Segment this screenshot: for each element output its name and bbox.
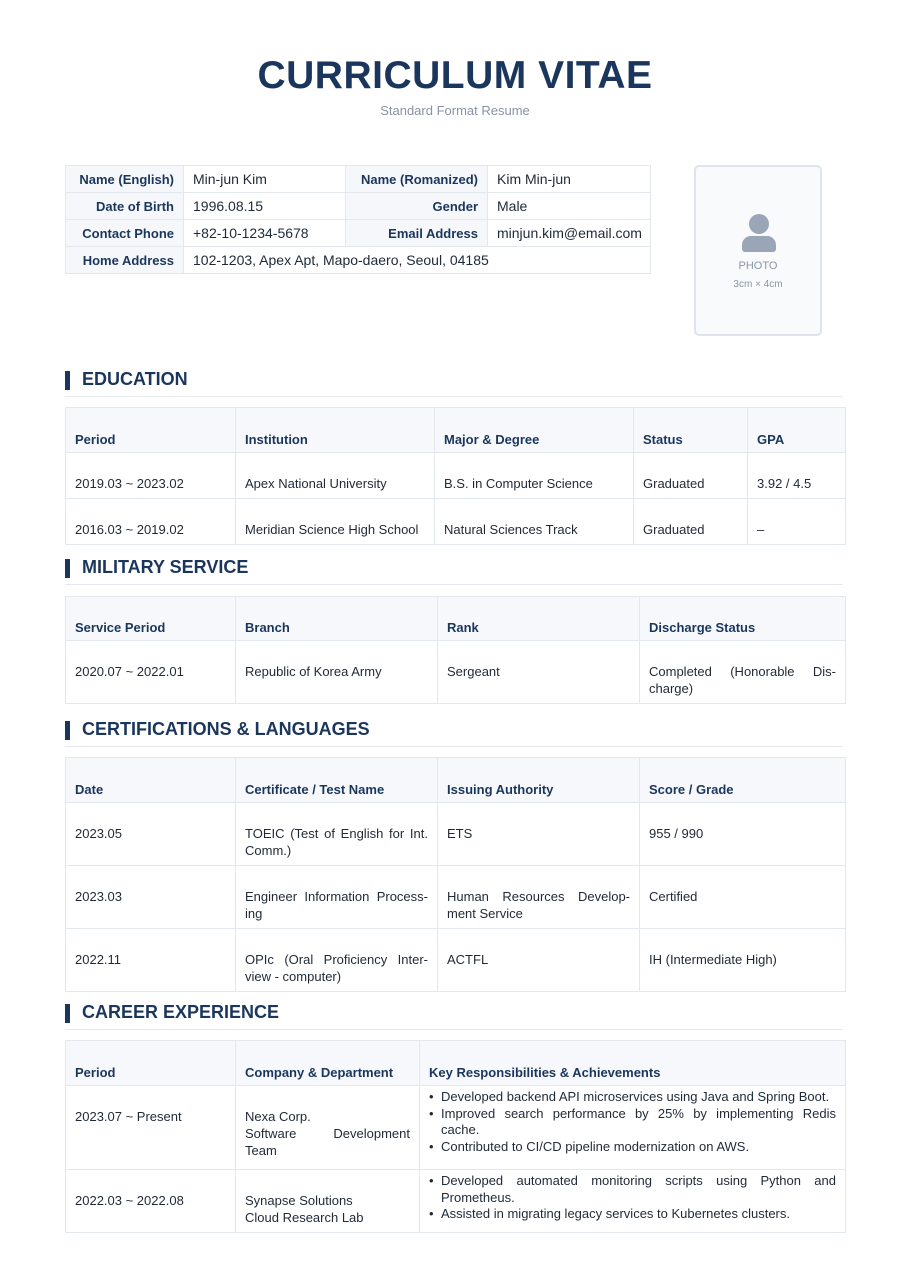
table-cell: Sergeant — [438, 641, 640, 704]
table-cell: ETS — [438, 803, 640, 866]
table-header: Period — [66, 408, 236, 453]
list-item: • Developed automated monitoring scripts using Python and Prometheus. — [441, 1173, 836, 1206]
name-english-value: Min-jun Kim — [184, 166, 346, 193]
name-english-label: Name (English) — [66, 166, 184, 193]
photo-label: PHOTO — [738, 260, 778, 272]
company-cell — [236, 1086, 420, 1170]
name-romanized-value: Kim Min-jun — [488, 166, 651, 193]
table-cell: ACTFL — [438, 929, 640, 992]
table-cell: B.S. in Computer Science — [435, 453, 634, 499]
table-cell: OPIc (Oral Proficiency Inter-view - computer) — [236, 929, 438, 992]
military-heading — [65, 556, 843, 585]
education-table — [65, 407, 846, 545]
email-label: Email Address — [346, 220, 488, 247]
responsibilities-cell — [420, 1086, 846, 1170]
table-cell: Republic of Korea Army — [236, 641, 438, 704]
gender-label: Gender — [346, 193, 488, 220]
phone-value: +82-10-1234-5678 — [184, 220, 346, 247]
certifications-table — [65, 757, 846, 992]
table-cell: Meridian Science High School — [236, 499, 435, 545]
name-romanized-label: Name (Romanized) — [346, 166, 488, 193]
table-cell: 2016.03 ~ 2019.02 — [66, 499, 236, 545]
table-header: Company & Department — [236, 1041, 420, 1086]
company-name: Synapse Solutions — [245, 1193, 353, 1208]
page-subtitle: Standard Format Resume — [380, 103, 530, 118]
list-item: • Contributed to CI/CD pipeline modernization on AWS. — [441, 1139, 836, 1156]
table-header: GPA — [748, 408, 846, 453]
table-header: Rank — [438, 597, 640, 641]
phone-label: Contact Phone — [66, 220, 184, 247]
table-header: Issuing Authority — [438, 758, 640, 803]
military-table — [65, 596, 846, 704]
table-header: Institution — [236, 408, 435, 453]
table-cell: IH (Intermediate High) — [640, 929, 846, 992]
military-heading-text: MILITARY SERVICE — [82, 557, 249, 577]
page-title: CURRICULUM VITAE — [257, 54, 653, 97]
department-name: Cloud Research Lab — [245, 1210, 364, 1225]
table-cell: Natural Sciences Track — [435, 499, 634, 545]
table-cell: Certified — [640, 866, 846, 929]
table-cell: – — [748, 499, 846, 545]
career-heading — [65, 1001, 843, 1030]
table-cell: 2019.03 ~ 2023.02 — [66, 453, 236, 499]
table-row — [66, 453, 846, 499]
table-cell: Human Resources Develop-ment Service — [438, 866, 640, 929]
table-cell: Graduated — [634, 453, 748, 499]
table-cell: Completed (Honorable Dis-charge) — [640, 641, 846, 704]
table-header: Score / Grade — [640, 758, 846, 803]
table-row — [66, 803, 846, 866]
table-cell: 2023.07 ~ Present — [66, 1086, 236, 1170]
table-row — [66, 1170, 846, 1233]
table-header: Branch — [236, 597, 438, 641]
company-name: Nexa Corp. — [245, 1109, 311, 1124]
gender-value: Male — [488, 193, 651, 220]
table-cell: Apex National University — [236, 453, 435, 499]
table-header: Date — [66, 758, 236, 803]
address-label: Home Address — [66, 247, 184, 274]
table-cell: Graduated — [634, 499, 748, 545]
address-value: 102-1203, Apex Apt, Mapo-daero, Seoul, 04185 — [184, 247, 651, 274]
table-cell: 3.92 / 4.5 — [748, 453, 846, 499]
table-header: Major & Degree — [435, 408, 634, 453]
table-header: Status — [634, 408, 748, 453]
table-header: Discharge Status — [640, 597, 846, 641]
table-cell: 2023.03 — [66, 866, 236, 929]
table-row — [66, 866, 846, 929]
list-item: • Improved search performance by 25% by implementing Redis cache. — [441, 1106, 836, 1139]
table-cell: 2023.05 — [66, 803, 236, 866]
table-header: Service Period — [66, 597, 236, 641]
table-header: Period — [66, 1041, 236, 1086]
career-heading-text: CAREER EXPERIENCE — [82, 1002, 280, 1022]
list-item: • Assisted in migrating legacy services to Kubernetes clusters. — [441, 1206, 836, 1223]
education-heading-text: EDUCATION — [82, 369, 188, 389]
table-row — [66, 499, 846, 545]
certifications-heading-text: CERTIFICATIONS & LANGUAGES — [82, 719, 370, 739]
email-value: minjun.kim@email.com — [488, 220, 651, 247]
photo-size: 3cm × 4cm — [733, 279, 783, 290]
responsibilities-cell — [420, 1170, 846, 1233]
dob-value: 1996.08.15 — [184, 193, 346, 220]
dob-label: Date of Birth — [66, 193, 184, 220]
career-table — [65, 1040, 846, 1233]
table-header: Certificate / Test Name — [236, 758, 438, 803]
education-heading — [65, 368, 843, 397]
table-cell: 2020.07 ~ 2022.01 — [66, 641, 236, 704]
table-header: Key Responsibilities & Achievements — [420, 1041, 846, 1086]
personal-info-table — [65, 165, 651, 274]
photo-placeholder — [694, 165, 822, 336]
table-row — [66, 1086, 846, 1170]
company-cell — [236, 1170, 420, 1233]
table-cell: 2022.11 — [66, 929, 236, 992]
table-cell: 2022.03 ~ 2022.08 — [66, 1170, 236, 1233]
department-name: Software Development Team — [245, 1126, 410, 1158]
table-row — [66, 641, 846, 704]
table-cell: Engineer Information Process-ing — [236, 866, 438, 929]
list-item: • Developed backend API microservices using Java and Spring Boot. — [441, 1089, 836, 1106]
table-row — [66, 929, 846, 992]
table-cell: 955 / 990 — [640, 803, 846, 866]
table-cell: TOEIC (Test of English for Int. Comm.) — [236, 803, 438, 866]
person-silhouette-icon — [742, 214, 776, 252]
certifications-heading — [65, 718, 843, 747]
